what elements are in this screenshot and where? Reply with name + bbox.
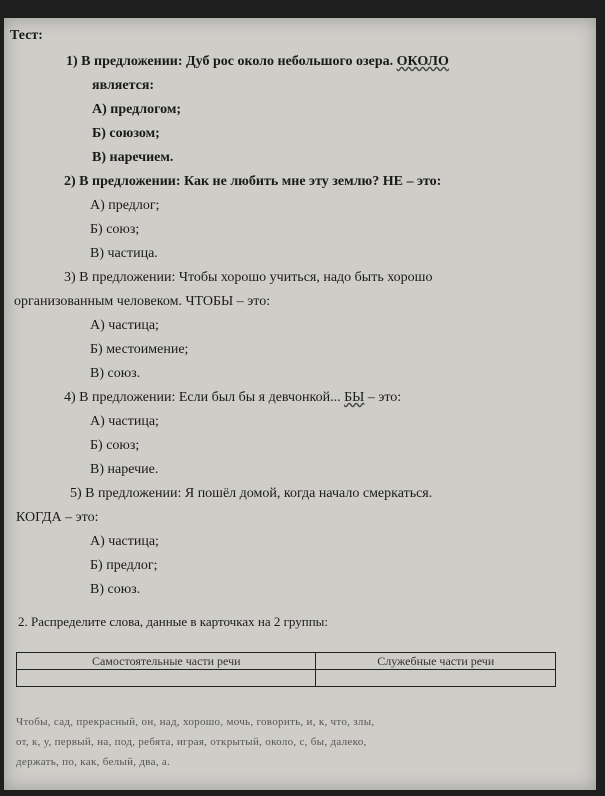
question-4-option-a: А) частица;	[90, 414, 159, 429]
classification-table	[16, 652, 556, 687]
table-header-row	[17, 653, 556, 670]
word-cards-line-1: Чтобы, сад, прекрасный, он, над, хорошо, мочь, говорить, и, к, что, злы,	[16, 716, 375, 728]
question-5-option-c: В) союз.	[90, 582, 141, 597]
table-row	[17, 670, 556, 687]
function-parts-cell	[316, 670, 556, 687]
question-2-stem: 2) В предложении: Как не любить мне эту землю? НЕ – это:	[64, 174, 442, 189]
question-1-option-c: В) наречием.	[92, 150, 174, 165]
column-independent-parts: Самостоятельные части речи	[17, 653, 316, 670]
column-function-parts: Служебные части речи	[316, 653, 556, 670]
question-5-stem: 5) В предложении: Я пошёл домой, когда начало смеркаться.	[70, 486, 433, 501]
question-3-stem-cont: организованным человеком. ЧТОБЫ – это:	[14, 294, 271, 309]
question-5-option-a: А) частица;	[90, 534, 159, 549]
question-4-text: 4) В предложении: Если был бы я девчонкой...	[64, 390, 341, 405]
question-3-option-c: В) союз.	[90, 366, 141, 381]
question-1-option-b: Б) союзом;	[92, 126, 160, 141]
question-2-option-a: А) предлог;	[90, 198, 160, 213]
word-cards-line-2: от, к, у, первый, на, под, ребята, играя, открытый, около, с, бы, далеко,	[16, 736, 367, 748]
question-2-option-b: Б) союз;	[90, 222, 140, 237]
test-title: Тест:	[10, 28, 43, 43]
word-cards-line-3: держать, по, как, белый, два, а.	[16, 756, 171, 768]
question-4-option-b: Б) союз;	[90, 438, 140, 453]
task-2-heading: 2. Распределите слова, данные в карточках на 2 группы:	[18, 614, 329, 629]
question-4-keyword: БЫ	[344, 390, 365, 405]
question-4-tail: – это:	[367, 390, 402, 405]
question-1-stem-cont: является:	[92, 78, 155, 93]
worksheet	[4, 18, 596, 790]
question-1-option-a: А) предлогом;	[92, 102, 182, 117]
question-4-stem	[64, 390, 401, 406]
question-3-stem: 3) В предложении: Чтобы хорошо учиться, надо быть хорошо	[64, 270, 433, 285]
question-1-text: 1) В предложении: Дуб рос около небольшого озера.	[66, 54, 394, 69]
question-1-stem	[66, 54, 449, 70]
question-3-option-b: Б) местоимение;	[90, 342, 189, 357]
independent-parts-cell	[17, 670, 316, 687]
question-5-option-b: Б) предлог;	[90, 558, 158, 573]
question-3-option-a: А) частица;	[90, 318, 159, 333]
question-2-option-c: В) частица.	[90, 246, 158, 261]
question-4-option-c: В) наречие.	[90, 462, 159, 477]
question-1-keyword: ОКОЛО	[396, 54, 449, 69]
question-5-stem-cont: КОГДА – это:	[16, 510, 99, 525]
